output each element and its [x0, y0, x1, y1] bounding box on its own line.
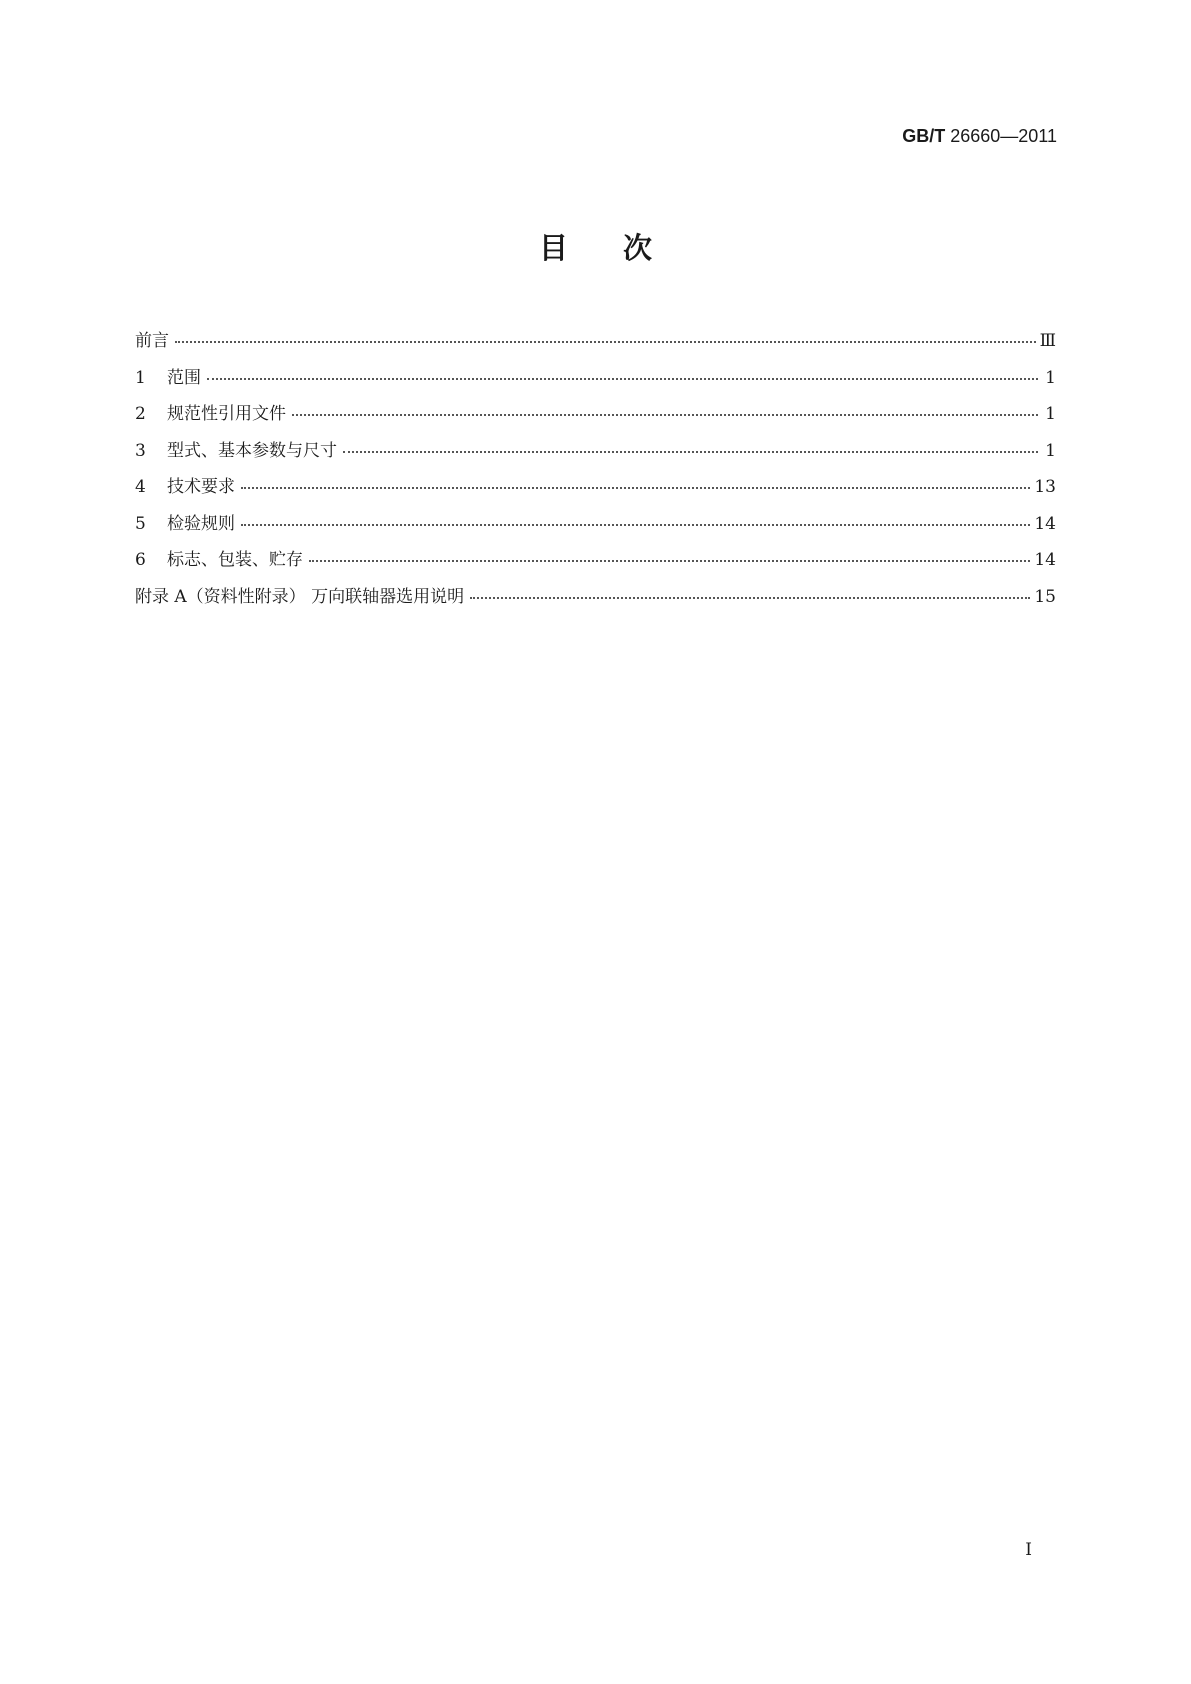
dot-leader: [207, 378, 1038, 380]
dot-leader: [241, 487, 1030, 489]
dot-leader: [470, 597, 1030, 599]
toc-entry-normative-references[interactable]: [135, 399, 1056, 436]
toc-page-number: 15: [1034, 586, 1056, 607]
page-number: I: [1025, 1540, 1032, 1560]
toc-entry-annex-a[interactable]: [135, 582, 1056, 619]
toc-label: 型式、基本参数与尺寸: [167, 440, 337, 461]
toc-section-number: 2: [135, 404, 146, 424]
toc-label: 附录 A（资料性附录） 万向联轴器选用说明: [135, 586, 465, 607]
standard-code: [902, 126, 1057, 147]
toc-page-number: 14: [1034, 513, 1056, 534]
toc-entry-foreword[interactable]: [135, 326, 1056, 363]
toc-entry-technical-requirements[interactable]: [135, 472, 1056, 509]
toc-label: 技术要求: [167, 477, 235, 497]
standard-prefix: GB/T: [902, 126, 946, 146]
table-of-contents: [135, 326, 1056, 618]
toc-section-number: 5: [135, 513, 146, 534]
toc-page-number: 13: [1034, 477, 1056, 497]
toc-label: 范围: [167, 367, 201, 388]
toc-page-number: 14: [1034, 550, 1056, 570]
toc-page-number: 1: [1045, 404, 1056, 424]
toc-page-number: 1: [1045, 440, 1056, 461]
dot-leader: [175, 341, 1036, 343]
toc-entry-types-parameters[interactable]: [135, 436, 1056, 473]
toc-section-number: 3: [135, 440, 146, 461]
toc-section-number: 6: [135, 550, 146, 570]
dot-leader: [292, 414, 1038, 416]
dot-leader: [309, 560, 1030, 562]
page-title: 目次: [538, 231, 707, 265]
dot-leader: [343, 451, 1038, 453]
toc-label: 前言: [135, 331, 169, 351]
toc-label: 标志、包装、贮存: [167, 550, 303, 570]
standard-number: 26660—2011: [950, 126, 1057, 146]
toc-page-number: 1: [1045, 367, 1056, 388]
toc-entry-inspection-rules[interactable]: [135, 509, 1056, 546]
toc-section-number: 1: [135, 367, 146, 388]
dot-leader: [241, 524, 1030, 526]
toc-label: 检验规则: [167, 513, 235, 534]
toc-entry-marking-packaging-storage[interactable]: [135, 545, 1056, 582]
toc-section-number: 4: [135, 477, 146, 497]
toc-label: 规范性引用文件: [167, 404, 286, 424]
toc-page-number: Ⅲ: [1039, 331, 1056, 351]
toc-entry-scope[interactable]: [135, 363, 1056, 400]
